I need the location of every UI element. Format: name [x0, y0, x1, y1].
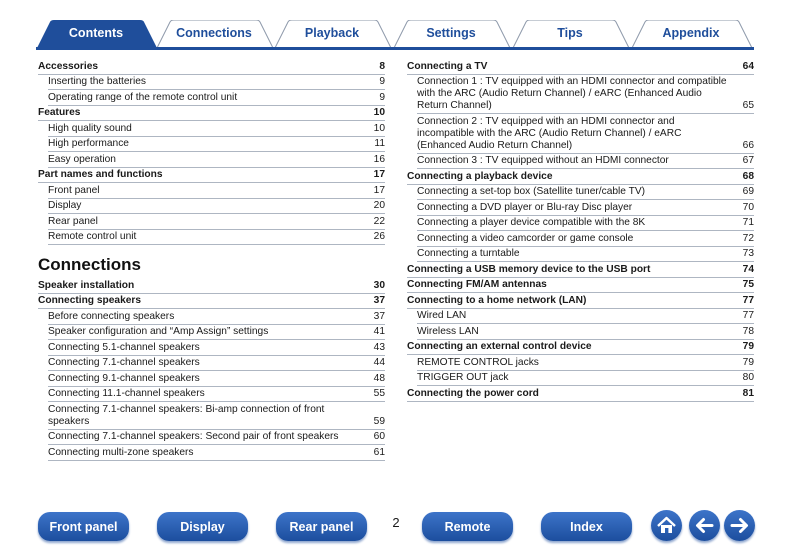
toc-heading-entry[interactable]	[407, 340, 754, 356]
toc-entry-title: Easy operation	[48, 153, 116, 165]
toc-entry-title: Inserting the batteries	[48, 76, 146, 87]
toc-entry[interactable]	[48, 183, 385, 199]
toc-entry[interactable]	[417, 154, 754, 170]
toc-entry-page: 22	[373, 215, 385, 227]
toc-entry-page: 37	[373, 295, 385, 306]
toc-entry-title: Connecting 11.1-channel speakers	[48, 388, 205, 399]
toc-entry-title: Rear panel	[48, 215, 98, 227]
toc-entry[interactable]	[417, 216, 754, 232]
toc-entry[interactable]	[417, 371, 754, 387]
toc-entry-page: 69	[742, 186, 754, 197]
toc-entry[interactable]	[48, 430, 385, 446]
tab-label: Settings	[426, 26, 476, 40]
toc-entry-title: Connecting to a home network (LAN)	[407, 294, 587, 306]
toc-entry-title: Connection 3 : TV equipped without an HDMI connector	[417, 155, 669, 166]
toc-entry[interactable]	[417, 114, 754, 154]
toc-entry-page: 66	[742, 139, 754, 151]
page-number: 2	[392, 515, 400, 530]
toc-entry[interactable]	[48, 356, 385, 372]
toc-entry[interactable]	[48, 309, 385, 325]
toc-entry-page: 26	[373, 231, 385, 242]
toc-entry-title: Connecting 5.1-channel speakers	[48, 341, 200, 353]
tab-underline	[36, 47, 754, 50]
toc-entry-page: 11	[374, 138, 385, 149]
toc-entry-page: 65	[742, 100, 754, 111]
toc-entry-title: High performance	[48, 138, 129, 149]
toc-entry-page: 9	[379, 76, 385, 87]
toc-entry-title: Front panel	[48, 184, 100, 196]
toc-entry-page: 81	[742, 387, 754, 399]
toc-entry[interactable]	[417, 185, 754, 201]
toc-entry-page: 75	[742, 279, 754, 290]
toc-entry-title: Connecting the power cord	[407, 387, 539, 399]
toc-entry[interactable]	[48, 90, 385, 106]
arrow-left-icon	[689, 510, 720, 541]
toc-entry-page: 64	[742, 60, 754, 72]
toc-entry-page: 10	[373, 122, 385, 134]
tab-settings[interactable]	[393, 20, 509, 48]
toc-entry[interactable]	[48, 214, 385, 230]
toc-left-column	[38, 59, 385, 461]
toc-heading-entry[interactable]	[38, 59, 385, 75]
toc-entry[interactable]	[417, 200, 754, 216]
tab-appendix[interactable]	[631, 20, 751, 48]
toc-entry-title: Speaker configuration and “Amp Assign” settings	[48, 326, 269, 337]
tab-label: Appendix	[662, 26, 720, 40]
toc-entry-title: TRIGGER OUT jack	[417, 372, 509, 383]
tab-playback[interactable]	[274, 20, 390, 48]
toc-entry-page: 73	[742, 248, 754, 259]
toc-entry-page: 74	[742, 263, 754, 275]
toc-group-right	[407, 59, 754, 402]
toc-entry-title: Connecting a USB memory device to the USB port	[407, 263, 651, 275]
toc-entry-page: 67	[742, 155, 754, 166]
tab-label: Tips	[557, 26, 583, 40]
toc-entry-title: Connecting a video camcorder or game console	[417, 232, 634, 244]
toc-heading-entry[interactable]	[407, 169, 754, 185]
toc-entry-page: 41	[373, 326, 385, 337]
toc-entry-title: Connecting 7.1-channel speakers	[48, 357, 200, 368]
toc-entry-page: 70	[742, 201, 754, 213]
toc-entry-title: High quality sound	[48, 122, 132, 134]
front-panel-button[interactable]: Front panel	[38, 512, 129, 541]
section-heading: Connections	[38, 255, 141, 274]
toc-entry-title: Connecting a playback device	[407, 170, 553, 182]
tab-contents[interactable]	[36, 20, 156, 48]
toc-entry-title: Connecting a TV	[407, 60, 488, 72]
toc-entry[interactable]	[417, 324, 754, 340]
toc-entry-page: 78	[742, 325, 754, 337]
toc-entry-title: Connecting multi-zone speakers	[48, 446, 194, 458]
toc-entry-page: 80	[742, 372, 754, 383]
toc-entry-title: Connecting a set-top box (Satellite tuner/cable TV)	[417, 186, 646, 197]
toc-entry-title: Part names and functions	[38, 169, 163, 180]
toc-entry-page: 9	[379, 91, 385, 103]
toc-entry-page: 59	[373, 415, 385, 427]
toc-entry-title: REMOTE CONTROL jacks	[417, 356, 539, 368]
toc-entry-page: 43	[373, 341, 385, 353]
arrow-right-icon	[724, 510, 755, 541]
toc-entry[interactable]	[48, 121, 385, 137]
toc-entry-page: 48	[373, 372, 385, 384]
toc-entry[interactable]	[48, 230, 385, 246]
toc-entry[interactable]	[417, 309, 754, 325]
toc-entry-title: Remote control unit	[48, 231, 137, 242]
toc-heading-entry[interactable]	[407, 59, 754, 75]
toc-entry-page: 61	[373, 446, 385, 458]
toc-entry-title: Before connecting speakers	[48, 310, 175, 322]
toc-entry-page: 71	[742, 217, 754, 228]
toc-entry-title: Connecting a DVD player or Blu-ray Disc player	[417, 201, 633, 213]
toc-right-column	[407, 59, 754, 402]
tab-label: Connections	[176, 26, 252, 40]
toc-entry-title: Connection 2 : TV equipped with an HDMI connector and incompatible with the ARC (Audio Return Channel) / eARC (Enhanced Audio Return Channel)	[417, 115, 682, 151]
toc-entry-title: Features	[38, 107, 81, 118]
toc-group-intro	[38, 59, 385, 245]
home-icon	[651, 510, 682, 541]
home-button[interactable]	[651, 510, 682, 541]
back-button[interactable]	[689, 510, 720, 541]
toc-entry-title: Wired LAN	[417, 310, 467, 321]
toc-heading-entry[interactable]	[407, 262, 754, 278]
toc-entry-page: 60	[373, 431, 385, 442]
toc-entry-title: Display	[48, 200, 82, 211]
toc-entry[interactable]	[417, 247, 754, 263]
toc-group-connections	[38, 278, 385, 461]
toc-entry-page: 20	[373, 200, 385, 211]
toc-entry-title: Connecting 7.1-channel speakers: Bi-amp connection of front speakers	[48, 403, 325, 427]
toc-heading-entry[interactable]	[38, 106, 385, 122]
tab-tips[interactable]	[512, 20, 628, 48]
toc-entry-title: Wireless LAN	[417, 325, 479, 337]
toc-entry-page: 77	[742, 294, 754, 306]
rear-panel-button[interactable]: Rear panel	[276, 512, 367, 541]
toc-entry-title: Connection 1 : TV equipped with an HDMI connector and compatible with the ARC (Audio Return Channel) / eARC (Enhanced Audio Return Channel)	[417, 76, 727, 111]
toc-entry-page: 77	[742, 310, 754, 321]
toc-entry-title: Connecting speakers	[38, 295, 142, 306]
toc-entry-page: 10	[373, 107, 385, 118]
toc-entry[interactable]	[48, 445, 385, 461]
toc-entry[interactable]	[48, 387, 385, 403]
toc-entry[interactable]	[48, 371, 385, 387]
toc-entry-page: 8	[379, 60, 385, 72]
toc-entry[interactable]	[48, 152, 385, 168]
toc-entry-title: Operating range of the remote control unit	[48, 91, 238, 103]
toc-entry[interactable]	[417, 75, 754, 115]
toc-entry-page: 44	[373, 357, 385, 368]
toc-entry[interactable]	[417, 231, 754, 247]
toc-heading-entry[interactable]	[38, 294, 385, 310]
toc-heading-entry[interactable]	[407, 386, 754, 402]
toc-entry-title: Connecting 7.1-channel speakers: Second pair of front speakers	[48, 431, 339, 442]
toc-entry[interactable]	[417, 355, 754, 371]
forward-button[interactable]	[724, 510, 755, 541]
index-button[interactable]: Index	[541, 512, 632, 541]
toc-entry-page: 37	[373, 310, 385, 322]
toc-entry-title: Connecting a turntable	[417, 248, 520, 259]
toc-heading-entry[interactable]	[38, 278, 385, 294]
toc-entry-title: Connecting an external control device	[407, 341, 592, 352]
toc-entry-page: 72	[742, 232, 754, 244]
toc-entry-title: Connecting 9.1-channel speakers	[48, 372, 200, 384]
toc-entry[interactable]	[48, 199, 385, 215]
toc-heading-entry[interactable]	[407, 293, 754, 309]
toc-entry-title: Accessories	[38, 60, 99, 72]
remote-button[interactable]: Remote	[422, 512, 513, 541]
toc-entry-title: Speaker installation	[38, 279, 135, 291]
toc-entry-page: 68	[742, 170, 754, 182]
toc-heading-entry[interactable]	[38, 168, 385, 184]
toc-entry-page: 55	[373, 388, 385, 399]
toc-entry-page: 79	[742, 341, 754, 352]
toc-entry[interactable]	[48, 75, 385, 91]
toc-entry[interactable]	[48, 402, 385, 430]
toc-entry[interactable]	[48, 137, 385, 153]
toc-entry-title: Connecting FM/AM antennas	[407, 279, 547, 290]
toc-entry[interactable]	[48, 340, 385, 356]
tab-bar	[0, 0, 791, 50]
display-button[interactable]: Display	[157, 512, 248, 541]
toc-heading-entry[interactable]	[407, 278, 754, 294]
toc-entry-page: 17	[373, 169, 385, 180]
toc-entry-page: 16	[373, 153, 385, 165]
toc-entry-page: 30	[373, 279, 385, 291]
toc-entry-title: Connecting a player device compatible with the 8K	[417, 217, 646, 228]
tab-label: Contents	[68, 26, 124, 40]
tab-label: Playback	[304, 26, 360, 40]
toc-entry[interactable]	[48, 325, 385, 341]
tab-connections[interactable]	[156, 20, 272, 48]
toc-entry-page: 17	[373, 184, 385, 196]
toc-entry-page: 79	[742, 356, 754, 368]
